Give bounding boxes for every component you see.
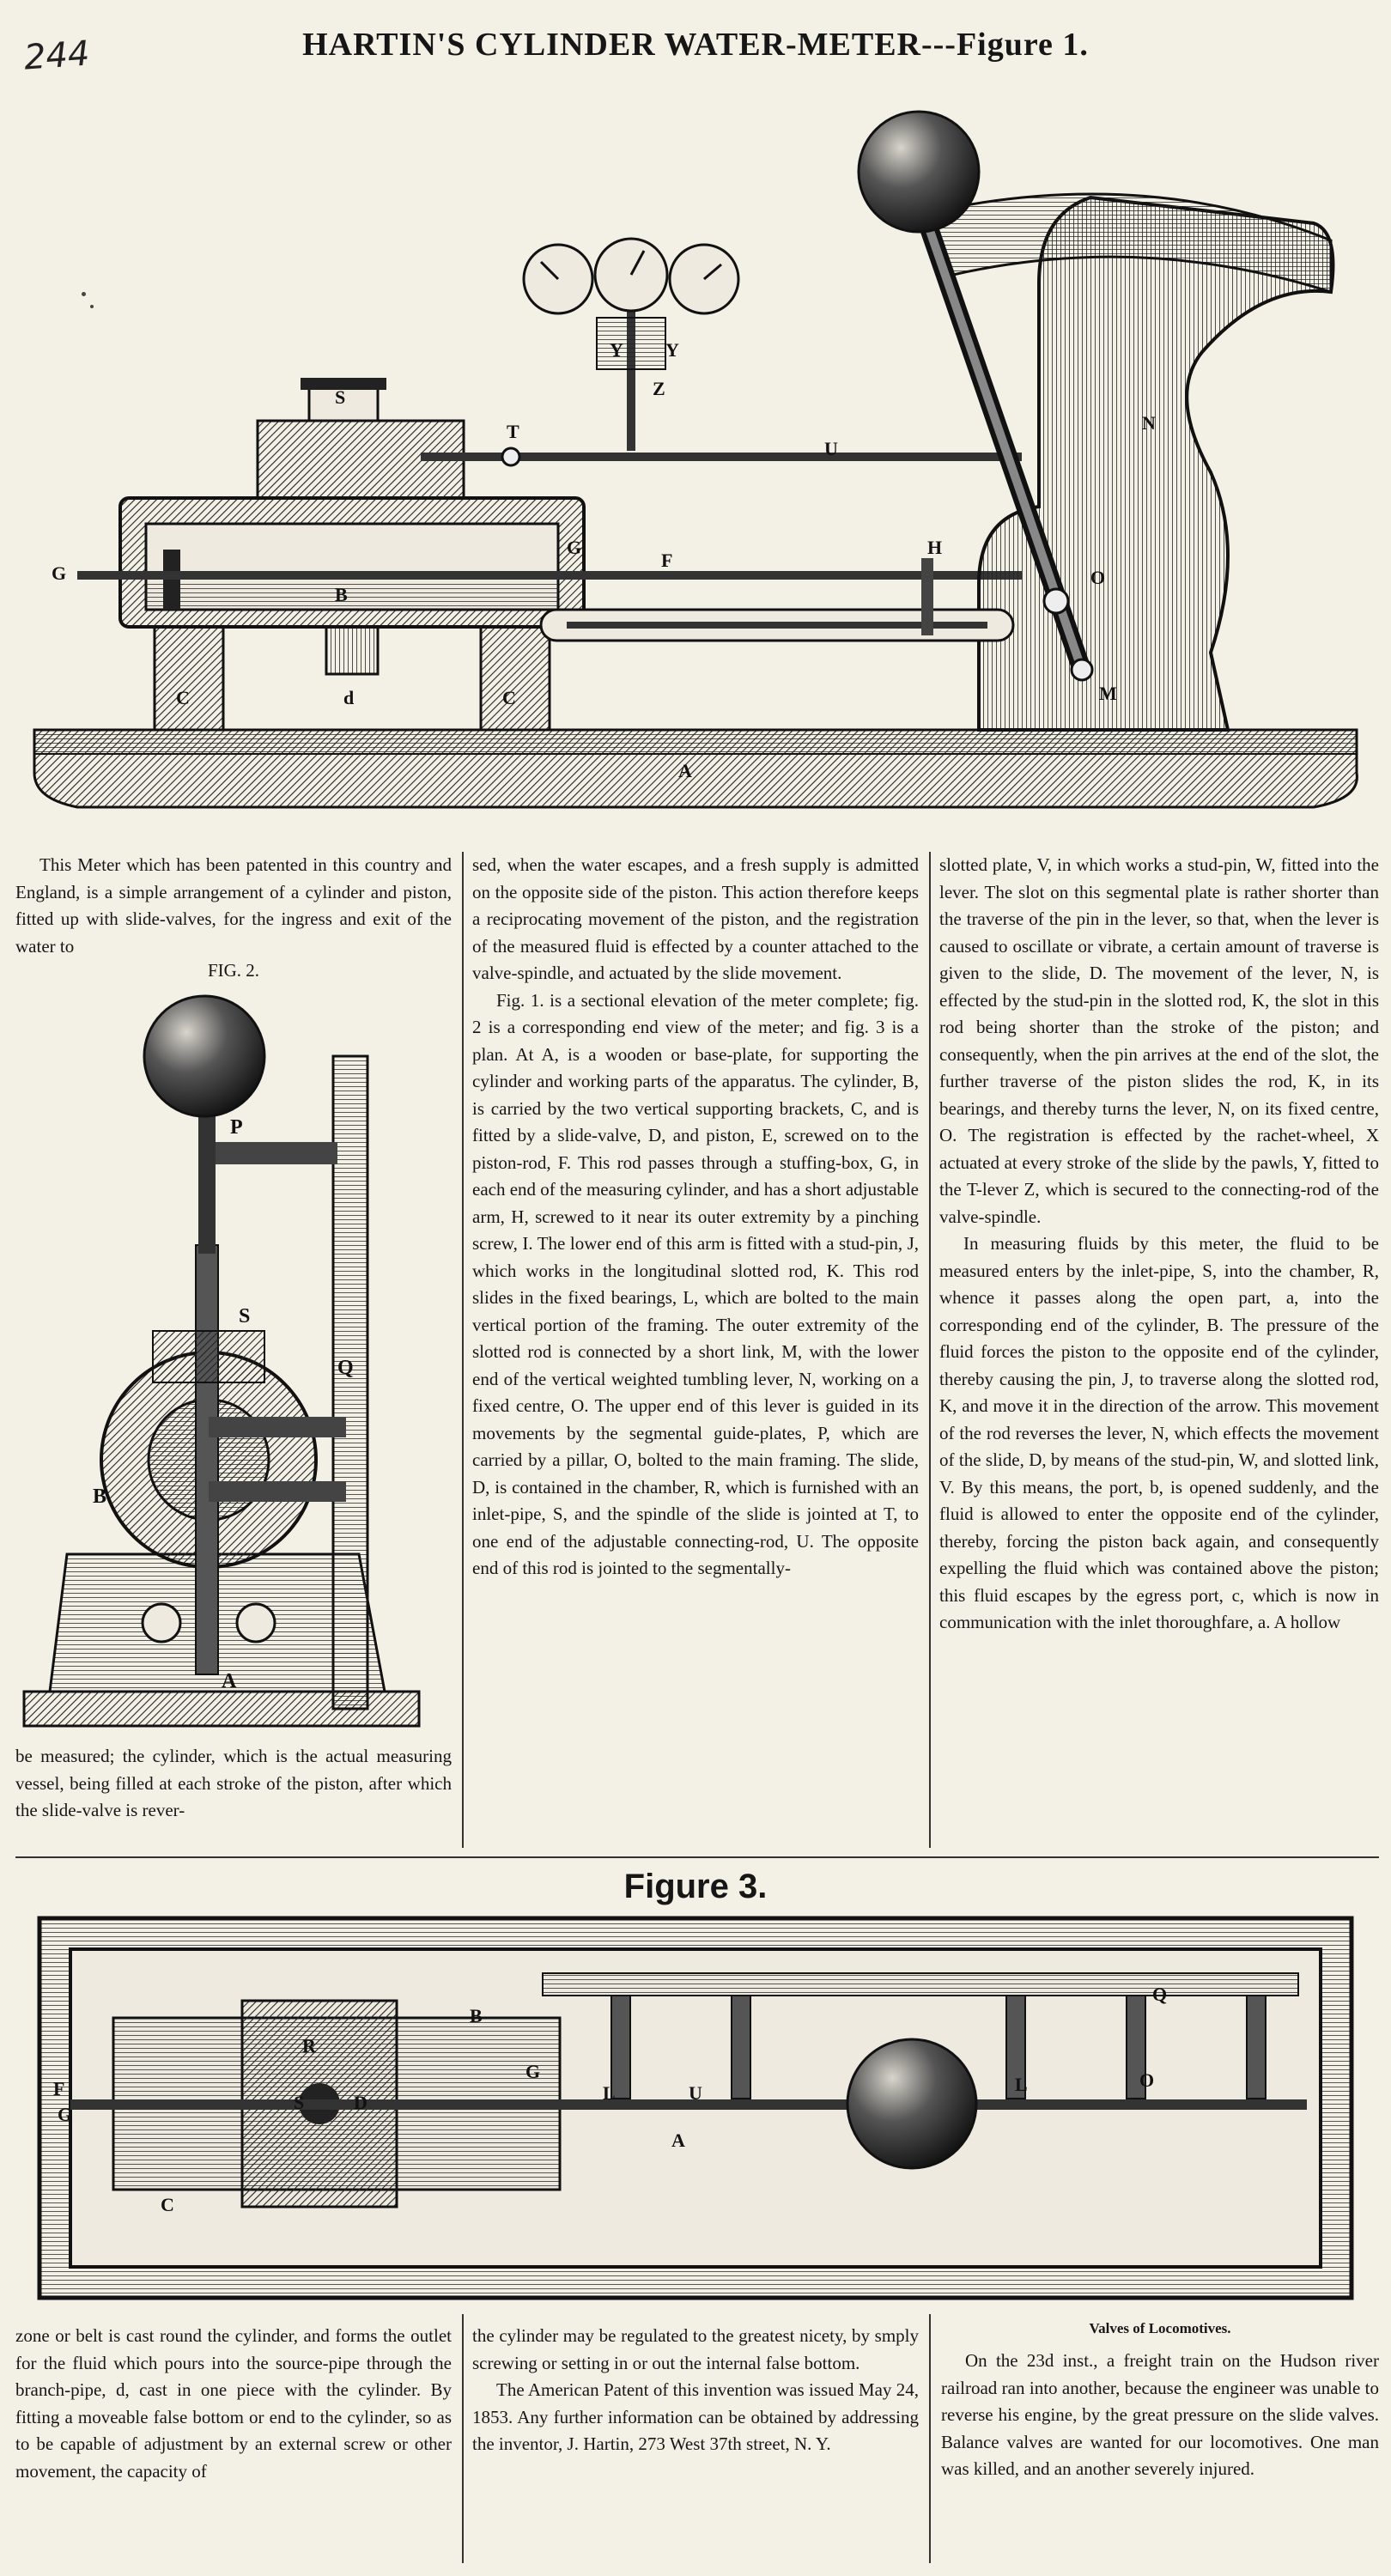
article-paragraph: the cylinder may be regulated to the greatest nicety, by smply screwing or setting in or out the internal false bottom.: [472, 2325, 919, 2373]
figure-label: C: [176, 687, 190, 708]
locomotive-news-item: [941, 2348, 1379, 2483]
figure-label: B: [93, 1485, 107, 1508]
figure-label: B: [335, 584, 348, 605]
article-continuation: [15, 2323, 452, 2485]
column-rule: [462, 2314, 464, 2563]
figure-label: G: [58, 2104, 73, 2125]
figure-label: D: [354, 2092, 367, 2113]
figure-label: R: [302, 2035, 316, 2057]
figure-label: C: [161, 2194, 174, 2215]
figure-label: A: [678, 760, 692, 781]
article-paragraph: be measured; the cylinder, which is the actual measuring vessel, being filled at each stroke of the piston, after which the slide-valve is rever-: [15, 1746, 452, 1820]
locomotive-heading: Valves of Locomotives.: [1089, 2320, 1231, 2336]
figure-label: C: [502, 687, 516, 708]
news-paragraph: On the 23d inst., a freight train on the Hudson river railroad ran into another, because the engineer was unable to reverse his engine, by the great pressure on the slide valves. Balance valves are wanted for our locomotives. One man was killed, and an another severely injured.: [941, 2350, 1379, 2479]
column-rule: [462, 852, 464, 1848]
article-paragraph: zone or belt is cast round the cylinder, and forms the outlet for the fluid which pours into the source-pipe through the branch-pipe, d, cast in one piece with the cylinder. By fitting a moveable false bottom or end to the cylinder, so as to be capable of adjustment by an external screw or other movement, the capacity of: [15, 2325, 452, 2482]
figure-label: G: [525, 2061, 541, 2082]
article-column-1-top: [15, 852, 452, 960]
figure-label: N: [1142, 412, 1156, 434]
figure-label: O: [1090, 567, 1106, 588]
section-rule: [15, 1856, 1379, 1858]
figure-label: A: [671, 2129, 685, 2151]
article-paragraph: The American Patent of this invention was issued May 24, 1853. Any further information can be obtained by addressing the inventor, J. Hartin, 273 West 37th street, N. Y.: [472, 2379, 919, 2454]
article-column-3: [939, 852, 1379, 1637]
figure-label: Q: [1152, 1984, 1168, 2005]
figure-label: M: [1099, 683, 1117, 704]
article-paragraph: Fig. 1. is a sectional elevation of the meter complete; fig. 2 is a corresponding end view of the meter; and fig. 3 is a plan. At A, is a wooden or base-plate, for supporting the cylinder and working parts of the apparatus. The cylinder, B, is carried by the two vertical supporting brackets, C, and is fitted by a slide-valve, D, and piston, E, screwed on to the piston-rod, F. This rod passes through a stuffing-box, G, in each end of the measuring cylinder, and has a short adjustable arm, H, screwed to it near its outer extremity by a pinching screw, I. The lower end of this arm is fitted with a stud-pin, J, which works in the longitudinal slotted rod, K. This rod slides in the fixed bearings, L, which are bolted to the main vertical portion of the framing. The outer extremity of the slotted rod is connected by a short link, M, with the lower end of the vertical weighted tumbling lever, N, working on a fixed centre, O. The upper end of this lever is guided in its movements by the segmental guide-plates, P, which are carried by a pillar, O, bolted to the main framing. The slide, D, is contained in the chamber, R, which is furnished with an inlet-pipe, S, and the spindle of the slide is jointed at T, to one end of the adjustable connecting-rod, U. The opposite end of this rod is jointed to the segmentally-: [472, 989, 919, 1578]
article-paragraph: sed, when the water escapes, and a fresh supply is admitted on the opposite side of the piston. This action therefore keeps a reciprocating movement of the piston, and the registration of the measured fluid is effected by a counter attached to the valve-spindle, and actuated by the slide movement.: [472, 854, 919, 983]
figure-label: S: [335, 386, 346, 408]
figure-label: T: [507, 421, 519, 442]
figure-label: Q: [337, 1357, 354, 1379]
article-paragraph: This Meter which has been patented in this country and England, is a simple arrangement of a cylinder and piston, fitted up with slide-valves, for the ingress and exit of the water to: [15, 854, 452, 957]
figure-label: L: [603, 2082, 616, 2104]
figure-1-engraving: [26, 69, 1365, 841]
figure-label: U: [824, 438, 838, 459]
handwritten-page-number: 244: [22, 33, 91, 78]
figure-2-engraving: [15, 987, 452, 1735]
figure-label: S: [239, 1305, 251, 1327]
article-conclusion: [472, 2323, 919, 2458]
column-rule: [929, 2314, 931, 2563]
figure-label: F: [53, 2078, 65, 2099]
ink-speck: [82, 292, 86, 296]
figure-3-engraving: [36, 1915, 1355, 2301]
figure-label: G: [52, 562, 67, 584]
page-title: HARTIN'S CYLINDER WATER-METER---Figure 1.: [302, 27, 1089, 63]
figure-label: O: [1139, 2069, 1155, 2091]
figure-label: B: [470, 2005, 483, 2026]
figure-label: U: [689, 2082, 702, 2104]
figure-label: L: [1015, 2074, 1028, 2095]
figure-2-caption: FIG. 2.: [207, 960, 260, 981]
article-paragraph: In measuring fluids by this meter, the fluid to be measured enters by the inlet-pipe, S, into the chamber, R, whence it passes along the open part, a, into the corresponding end of the cylinder, B. The pressure of the fluid forces the piston to the opposite end of the cylinder, thereby causing the pin, J, to traverse along the slotted rod, K, and move it in the direction of the arrow. This movement of the rod reverses the lever, N, which effects the movement of the slide, D, by means of the stud-pin, W, and slotted link, V. By this means, the port, b, is opened suddenly, and the fluid is allowed to enter the opposite end of the cylinder, thereby, forcing the piston back again, and consequently expelling the fluid which was contained above the piston; this fluid escapes by the egress port, c, which is now in communication with the inlet thoroughfare, a. A hollow: [939, 1233, 1379, 1632]
figure-label: A: [222, 1670, 237, 1692]
article-paragraph: slotted plate, V, in which works a stud-pin, W, fitted into the lever. The slot on this segmental plate is rather shorter than the traverse of the pin in the lever, so that, when the lever is caused to oscillate or vibrate, a certain amount of traverse is given to the slide, D. The movement of the lever, N, is effected by the stud-pin in the slotted rod, K, the slot in this rod being shorter than the stroke of the piston; and consequently, when the pin arrives at the end of the slot, the further traverse of the piston slides the rod, K, in its bearings, and thereby turns the lever, N, on its fixed centre, O. The registration is effected by the rachet-wheel, X actuated at every stroke of the slide by the pawls, Y, fitted to the T-lever Z, which is secured to the connecting-rod of the valve-spindle.: [939, 854, 1379, 1227]
ink-speck: [90, 305, 94, 308]
article-column-1-bottom: [15, 1743, 452, 1825]
figure-label: H: [927, 537, 943, 558]
figure-label: Y: [610, 339, 623, 361]
column-rule: [929, 852, 931, 1848]
article-column-2: [472, 852, 919, 1583]
figure-label: d: [343, 687, 355, 708]
figure-label: P: [230, 1116, 243, 1139]
figure-label: G: [567, 537, 582, 558]
figure-label: Y: [665, 339, 679, 361]
figure-label: Z: [653, 378, 665, 399]
figure-3-title: Figure 3.: [623, 1868, 768, 1905]
figure-label: S: [294, 2092, 305, 2113]
figure-label: F: [661, 550, 673, 571]
